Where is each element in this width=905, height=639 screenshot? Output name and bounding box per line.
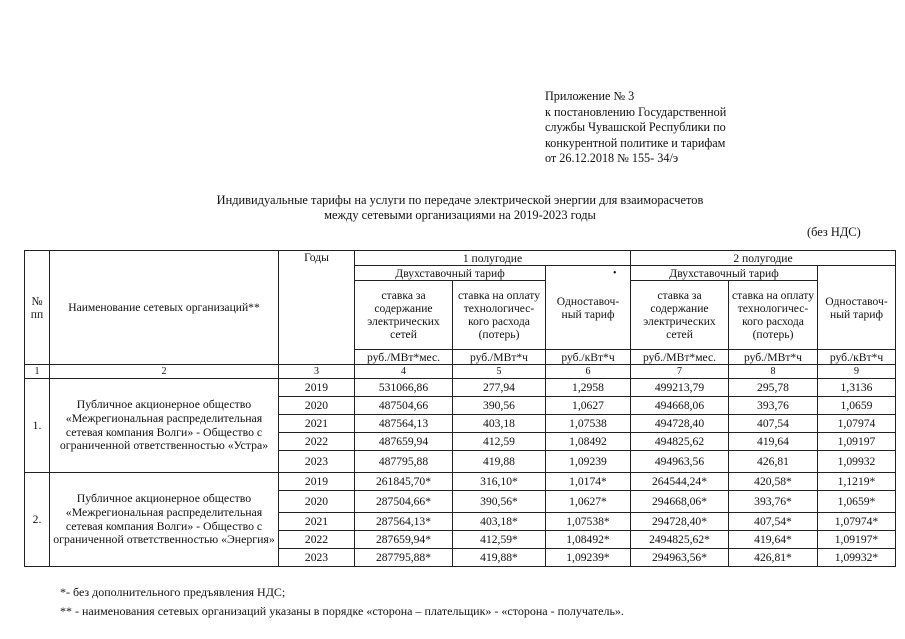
document-title (170, 193, 750, 223)
tariff-cell: 1,09239 (546, 451, 631, 473)
tariff-cell: 426,81* (729, 549, 818, 567)
title-line-1: Индивидуальные тарифы на услуги по передаче электрической энергии для взаиморасчетов (216, 193, 704, 207)
tariff-cell: 412,59 (453, 433, 546, 451)
appendix-line: от 26.12.2018 № 155- 34/э (545, 151, 679, 166)
tariff-cell: 2494825,62* (631, 531, 729, 549)
year-cell: 2022 (279, 433, 355, 451)
tariff-cell: 390,56 (453, 397, 546, 415)
year-cell: 2022 (279, 531, 355, 549)
tariff-cell: 403,18 (453, 415, 546, 433)
tariff-cell: 294728,40* (631, 513, 729, 531)
tariff-cell: 494668,06 (631, 397, 729, 415)
tariff-cell: 1,09932 (818, 451, 896, 473)
header-years: Годы (279, 251, 355, 365)
tariff-cell: 531066,86 (355, 379, 453, 397)
tariff-cell: 487659,94 (355, 433, 453, 451)
tariff-cell: 403,18* (453, 513, 546, 531)
tariff-cell: 1,0174* (546, 473, 631, 491)
tariff-cell: 419,88* (453, 549, 546, 567)
unit-month-1: руб./МВт*мес. (355, 350, 453, 365)
tariff-cell: 494825,62 (631, 433, 729, 451)
header-maintenance-1: ставка за содержание электрических сетей (355, 281, 453, 350)
header-org: Наименование сетевых организаций** (50, 251, 279, 365)
table-row (25, 473, 896, 491)
header-two-rate-1: Двухставочный тариф (355, 266, 546, 281)
year-cell: 2021 (279, 513, 355, 531)
vat-note: (без НДС) (807, 225, 861, 239)
tariff-cell: 419,64* (729, 531, 818, 549)
tariff-cell: 1,08492 (546, 433, 631, 451)
tariff-cell: 1,07974* (818, 513, 896, 531)
col-index: 3 (279, 365, 355, 379)
tariff-cell: 1,0627 (546, 397, 631, 415)
year-cell: 2021 (279, 415, 355, 433)
col-index: 5 (453, 365, 546, 379)
tariff-cell: 294668,06* (631, 491, 729, 513)
row-number: 1. (25, 379, 50, 473)
tariff-cell: 390,56* (453, 491, 546, 513)
tariff-cell: 287564,13* (355, 513, 453, 531)
col-index: 8 (729, 365, 818, 379)
header-losses-2: ставка на оплату технологичес-кого расхода (потерь) (729, 281, 818, 350)
tariff-cell: 494963,56 (631, 451, 729, 473)
tariff-cell: 1,09197 (818, 433, 896, 451)
footnote-order: ** - наименования сетевых организаций указаны в порядке «сторона – плательщик» - «сторона - получатель». (60, 604, 624, 618)
tariff-cell: 261845,70* (355, 473, 453, 491)
tariff-cell: 419,64 (729, 433, 818, 451)
tariff-cell: 1,09239* (546, 549, 631, 567)
tariff-cell: 393,76* (729, 491, 818, 513)
tariff-cell: 1,1219* (818, 473, 896, 491)
unit-mwh-1: руб./МВт*ч (453, 350, 546, 365)
tariff-cell: 287659,94* (355, 531, 453, 549)
tariff-cell: 393,76 (729, 397, 818, 415)
col-index: 6 (546, 365, 631, 379)
tariff-cell: 412,59* (453, 531, 546, 549)
header-num: № пп (25, 251, 50, 365)
tariff-cell: 1,08492* (546, 531, 631, 549)
unit-kwh-1: руб./кВт*ч (546, 350, 631, 365)
year-cell: 2023 (279, 451, 355, 473)
tariff-cell: 420,58* (729, 473, 818, 491)
tariff-cell: 1,07974 (818, 415, 896, 433)
tariff-cell: 1,09932* (818, 549, 896, 567)
year-cell: 2020 (279, 491, 355, 513)
tariff-cell: 264544,24* (631, 473, 729, 491)
year-cell: 2019 (279, 473, 355, 491)
tariff-cell: 287504,66* (355, 491, 453, 513)
title-line-2: между сетевыми организациями на 2019-2023 годы (324, 208, 596, 222)
header-losses-1: ставка на оплату технологичес-кого расхода (потерь) (453, 281, 546, 350)
tariff-cell: 426,81 (729, 451, 818, 473)
col-index: 1 (25, 365, 50, 379)
tariff-cell: 419,88 (453, 451, 546, 473)
year-cell: 2019 (279, 379, 355, 397)
col-index: 2 (50, 365, 279, 379)
scan-mark: • (613, 268, 617, 279)
tariff-cell: 487504,66 (355, 397, 453, 415)
tariff-cell: 1,07538* (546, 513, 631, 531)
tariff-cell: 1,0627* (546, 491, 631, 513)
organization-name: Публичное акционерное общество «Межрегиональная распределительная сетевая компания Волги» - Общество с ограниченной ответственностью «Энергия» (50, 473, 279, 567)
appendix-line: конкурентной политике и тарифам (545, 135, 726, 150)
tariff-cell: 1,07538 (546, 415, 631, 433)
year-cell: 2020 (279, 397, 355, 415)
year-cell: 2023 (279, 549, 355, 567)
tariff-cell: 1,0659* (818, 491, 896, 513)
footnotes (60, 583, 624, 621)
tariff-cell: 1,2958 (546, 379, 631, 397)
tariff-cell: 1,0659 (818, 397, 896, 415)
tariff-cell: 294963,56* (631, 549, 729, 567)
col-index: 7 (631, 365, 729, 379)
appendix-line: Приложение № 3 (545, 89, 635, 103)
appendix-line: службы Чувашской Республики по (545, 120, 726, 135)
table-row (25, 379, 896, 397)
tariff-cell: 494728,40 (631, 415, 729, 433)
tariff-cell: 487795,88 (355, 451, 453, 473)
tariff-cell: 295,78 (729, 379, 818, 397)
tariff-cell: 407,54* (729, 513, 818, 531)
tariff-cell: 1,09197* (818, 531, 896, 549)
header-one-rate-1: Одноставоч-ный тариф (546, 266, 631, 350)
col-index: 9 (818, 365, 896, 379)
unit-mwh-2: руб./МВт*ч (729, 350, 818, 365)
unit-month-2: руб./МВт*мес. (631, 350, 729, 365)
header-half1: 1 полугодие (355, 251, 631, 266)
header-maintenance-2: ставка за содержание электрических сетей (631, 281, 729, 350)
col-index: 4 (355, 365, 453, 379)
header-two-rate-2: Двухставочный тариф (631, 266, 818, 281)
organization-name: Публичное акционерное общество «Межрегиональная распределительная сетевая компания Волги» - Общество с ограниченной ответственностью «Устра» (50, 379, 279, 473)
tariff-cell: 316,10* (453, 473, 546, 491)
appendix-line: к постановлению Государственной (545, 104, 727, 119)
tariff-cell: 1,3136 (818, 379, 896, 397)
unit-kwh-2: руб./кВт*ч (818, 350, 896, 365)
tariffs-table (24, 250, 896, 567)
tariff-cell: 487564,13 (355, 415, 453, 433)
tariff-cell: 407,54 (729, 415, 818, 433)
tariff-cell: 277,94 (453, 379, 546, 397)
row-number: 2. (25, 473, 50, 567)
header-one-rate-2: Одноставоч-ный тариф (818, 266, 896, 350)
tariff-cell: 287795,88* (355, 549, 453, 567)
tariff-cell: 499213,79 (631, 379, 729, 397)
header-half2: 2 полугодие (631, 251, 896, 266)
footnote-vat: *- без дополнительного предъявления НДС; (60, 585, 286, 599)
appendix-header (545, 89, 726, 167)
